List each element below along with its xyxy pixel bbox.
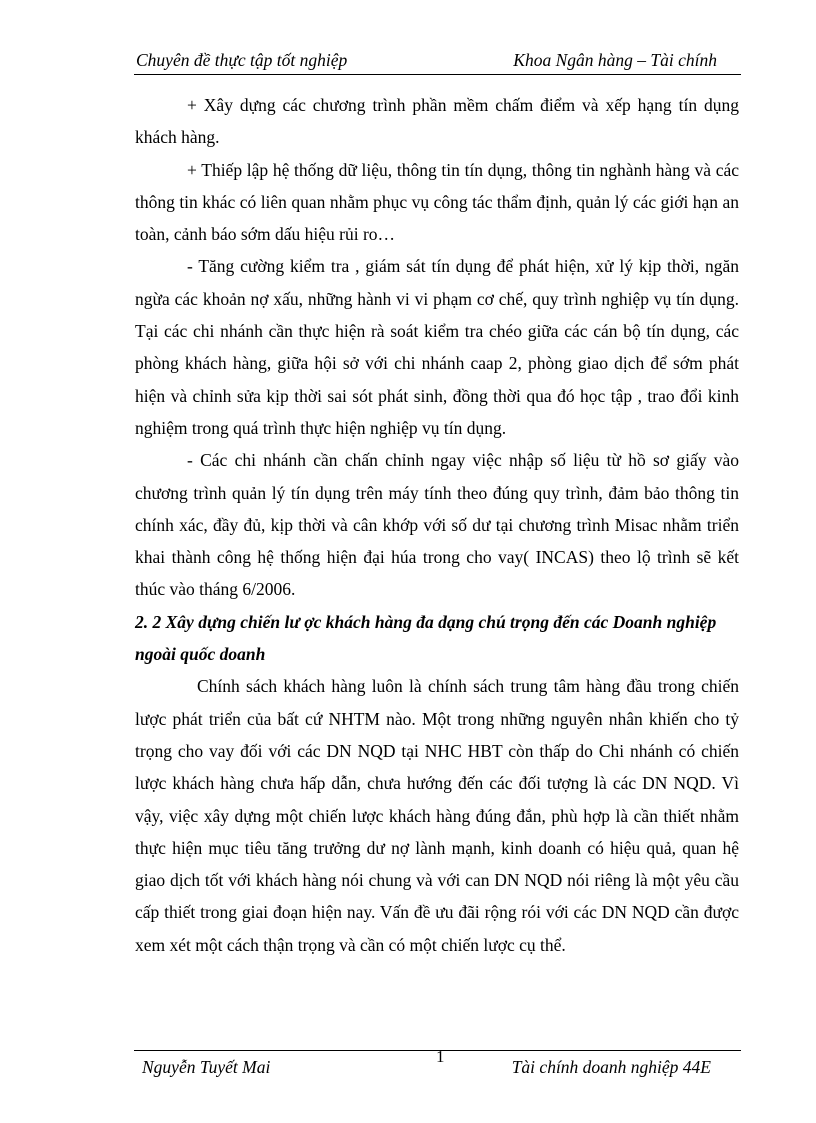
header-title-left: Chuyên đề thực tập tốt nghiệp bbox=[136, 50, 348, 70]
document-body bbox=[135, 89, 739, 961]
body-paragraph: - Các chi nhánh cần chấn chỉnh ngay việc nhập số liệu từ hồ sơ giấy vào chương trình quản lý tín dụng trên máy tính theo đúng quy trình, đảm bảo thông tin chính xác, đầy đủ, kịp thời và cân khớp với số dư tại chương trình Misac nhằm triển khai thành công hệ thống hiện đại húa trong cho vay( INCAS) theo lộ trình sẽ kết thúc vào tháng 6/2006. bbox=[135, 450, 739, 600]
footer-class: Tài chính doanh nghiệp 44E bbox=[511, 1057, 711, 1077]
page-header bbox=[134, 46, 741, 75]
section-heading: 2. 2 Xây dựng chiến lư ợc khách hàng đa dạng chú trọng đến các Doanh nghiệp ngoài quốc doanh bbox=[135, 611, 717, 665]
body-paragraph: - Tăng cường kiểm tra , giám sát tín dụng để phát hiện, xử lý kịp thời, ngăn ngừa các khoản nợ xấu, những hành vi vi phạm cơ chế, quy trình nghiệp vụ tín dụng. Tại các chi nhánh cần thực hiện rà soát kiểm tra chéo giữa các cán bộ tín dụng, các phòng khách hàng, giữa hội sở với chi nhánh caap 2, phòng giao dịch để sớm phát hiện và chỉnh sửa kịp thời sai sót phát sinh, đồng thời qua đó học tập , trao đổi kinh nghiệm trong quá trình thực hiện nghiệp vụ tín dụng. bbox=[135, 256, 739, 438]
section-paragraph: Chính sách khách hàng luôn là chính sách trung tâm hàng đầu trong chiến lược phát triển của bất cứ NHTM nào. Một trong những nguyên nhân khiến cho tỷ trọng cho vay đối với các DN NQD tại NHC HBT còn thấp do Chi nhánh có chiến lược khách hàng chưa hấp dẫn, chưa hướng đến các đối tượng là các DN NQD. Vì vậy, việc xây dựng một chiến lược khách hàng đúng đắn, phù hợp là cần thiết nhằm thực hiện mục tiêu tăng trưởng dư nợ lành mạnh, kinh doanh có hiệu quả, quan hệ giao dịch tốt với khách hàng nói chung và với can DN NQD nói riêng là một yêu cầu cấp thiết trong giai đoạn hiện nay. Vấn đề ưu đãi rộng rói với các DN NQD cần được xem xét một cách thận trọng và cần có một chiến lược cụ thể. bbox=[135, 676, 739, 955]
page-footer bbox=[134, 1047, 741, 1081]
footer-author: Nguyễn Tuyết Mai bbox=[142, 1057, 271, 1077]
header-title-right: Khoa Ngân hàng – Tài chính bbox=[513, 50, 717, 70]
body-paragraph: + Xây dựng các chương trình phần mềm chấm điểm và xếp hạng tín dụng khách hàng. bbox=[135, 95, 739, 148]
body-paragraph: + Thiếp lập hệ thống dữ liệu, thông tin tín dụng, thông tin nghành hàng và các thông tin khác có liên quan nhằm phục vụ công tác thẩm định, quản lý các giới hạn an toàn, cảnh báo sớm dấu hiệu rủi ro… bbox=[135, 159, 739, 245]
page-number: 1 bbox=[436, 1047, 445, 1066]
